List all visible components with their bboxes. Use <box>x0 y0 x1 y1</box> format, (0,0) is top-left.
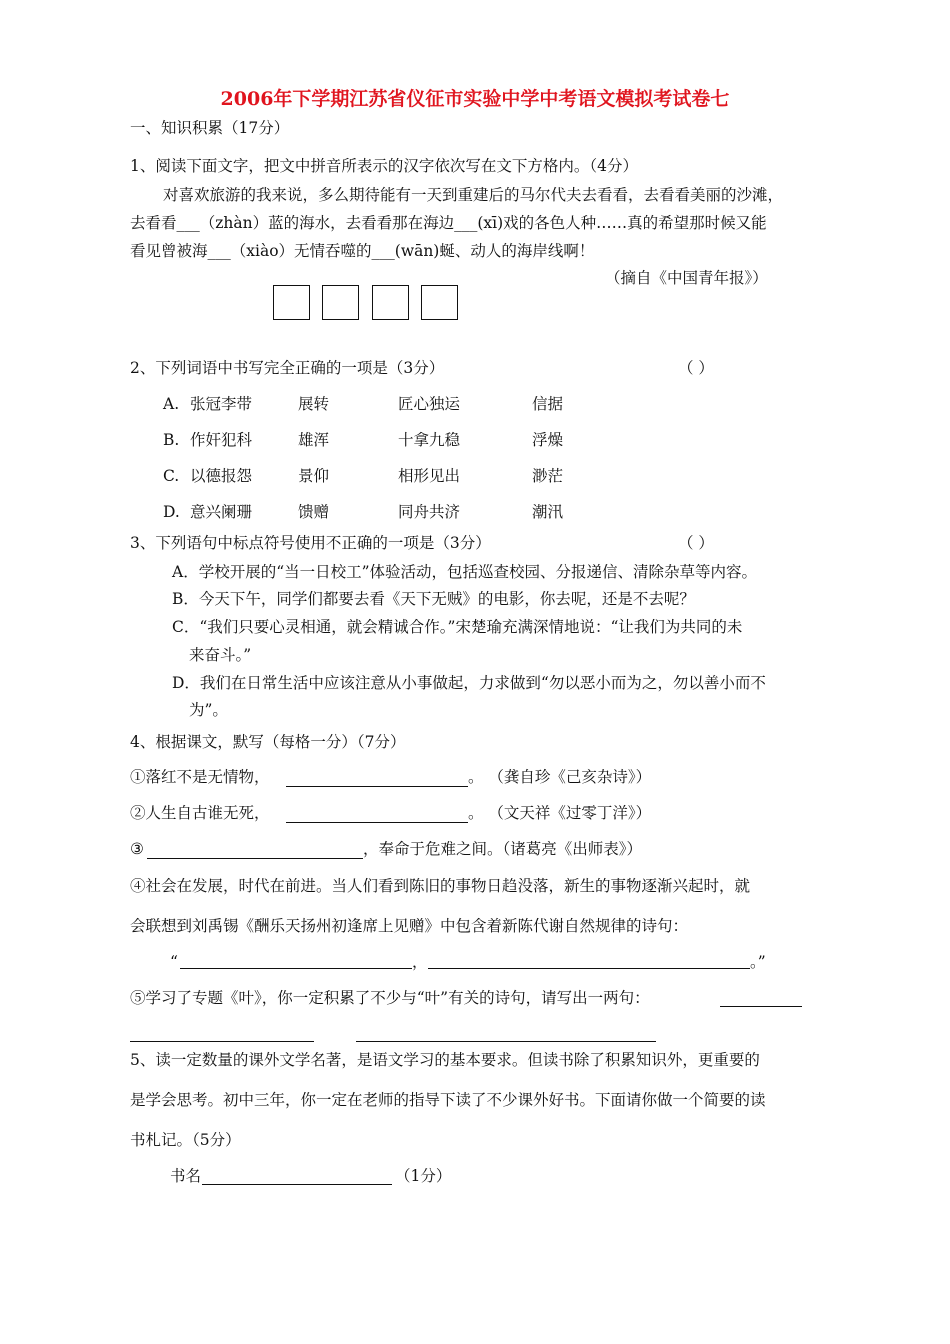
q4-item4-line1: ④社会在发展，时代在前进。当人们看到陈旧的事物日趋没落，新生的事物逐渐兴起时，就 <box>130 877 751 895</box>
q2-option-word: 十拿九稳 <box>398 431 461 449</box>
q3-option-b: B．今天下午，同学们都要去看《天下无贼》的电影，你去呢，还是不去呢？ <box>172 590 695 608</box>
q2-option-word: 相形见出 <box>398 467 461 485</box>
q2-option-word: 信据 <box>532 395 564 413</box>
page-title: 2006年下学期江苏省仪征市实验中学中考语文模拟考试卷七 <box>220 88 730 110</box>
q4-item4-line2: 会联想到刘禹锡《酬乐天扬州初逢席上见赠》中包含着新陈代谢自然规律的诗句： <box>130 917 689 935</box>
q2-option-word: 张冠李带 <box>190 395 253 413</box>
q2-option-word: 同舟共济 <box>398 503 461 521</box>
answer-box-1[interactable] <box>273 285 310 320</box>
q4-prompt: 4、根据课文，默写（每格一分）（7分） <box>130 733 406 751</box>
q1-prompt: 1、阅读下面文字，把文中拼音所表示的汉字依次写在文下方格内。（4分） <box>130 157 638 175</box>
book-name-blank[interactable] <box>202 1184 392 1185</box>
q4-item4-comma: ， <box>412 953 428 971</box>
q5-line1: 5、读一定数量的课外文学名著，是语文学习的基本要求。但读书除了积累知识外，更重要的 <box>130 1051 760 1069</box>
q4-item5-blank-3[interactable] <box>356 1041 656 1042</box>
q4-item3-num: ③ <box>130 840 144 858</box>
q4-item5-text: ⑤学习了专题《叶》，你一定积累了不少与“叶”有关的诗句，请写出一两句： <box>130 989 650 1007</box>
q4-item4-close-quote: 。” <box>750 953 766 971</box>
q5-line3: 书札记。（5分） <box>130 1131 241 1149</box>
q4-item5-blank-1[interactable] <box>720 1006 802 1007</box>
q2-option-word: 匠心独运 <box>398 395 461 413</box>
q2-option-word: 潮汛 <box>532 503 564 521</box>
q1-passage-line2: 去看看___（zhàn）蓝的海水，去看看那在海边___(xī)戏的各色人种……真的希望那时候又能 <box>130 214 767 232</box>
book-name-score: （1分） <box>395 1167 452 1185</box>
q4-item2-blank[interactable] <box>286 822 468 823</box>
q2-option-label: D. <box>163 503 180 521</box>
q2-option-word: 浮燥 <box>532 431 564 449</box>
q1-passage-line1: 对喜欢旅游的我来说，多么期待能有一天到重建后的马尔代夫去看看，去看看美丽的沙滩， <box>163 186 784 204</box>
q3-option-c-cont: 来奋斗。” <box>189 646 252 664</box>
q2-option-word: 展转 <box>298 395 330 413</box>
q2-option-word: 以德报怨 <box>190 467 253 485</box>
q2-option-label: C. <box>163 467 180 485</box>
section-heading: 一、知识积累（17分） <box>130 119 290 137</box>
q4-item4-blank-2[interactable] <box>428 968 750 969</box>
q2-prompt: 2、下列词语中书写完全正确的一项是（3分） <box>130 359 445 377</box>
q4-item2-source: 。 （文天祥《过零丁洋》） <box>468 804 652 822</box>
q2-option-word: 作奸犯科 <box>190 431 253 449</box>
q2-option-word: 意兴阑珊 <box>190 503 253 521</box>
q2-option-word: 馈赠 <box>298 503 330 521</box>
q4-item3-blank[interactable] <box>147 858 363 859</box>
q2-answer-paren[interactable]: （ ） <box>678 359 714 377</box>
answer-box-3[interactable] <box>372 285 409 320</box>
q2-option-label: B. <box>163 431 180 449</box>
answer-box-2[interactable] <box>322 285 359 320</box>
q3-answer-paren[interactable]: （ ） <box>678 534 714 552</box>
q2-option-label: A. <box>163 395 180 413</box>
q2-option-word: 雄浑 <box>298 431 330 449</box>
q3-prompt: 3、下列语句中标点符号使用不正确的一项是（3分） <box>130 534 491 552</box>
q1-passage-line3: 看见曾被海___（xiào）无情吞噬的___(wān)蜒、动人的海岸线啊！ <box>130 242 595 260</box>
q4-item1-source: 。 （龚自珍《己亥杂诗》） <box>468 768 652 786</box>
q2-option-word: 景仰 <box>298 467 330 485</box>
q3-option-c: C．“我们只要心灵相通，就会精诚合作。”宋楚瑜充满深情地说：“让我们为共同的未 <box>172 618 743 636</box>
book-name-label: 书名 <box>170 1167 202 1185</box>
q3-option-a: A．学校开展的“当一日校工”体验活动，包括巡查校园、分报递信、清除杂草等内容。 <box>172 563 758 581</box>
q4-item3-source: ，奉命于危难之间。（诸葛亮《出师表》） <box>363 840 643 858</box>
q2-option-word: 渺茫 <box>532 467 564 485</box>
answer-box-4[interactable] <box>421 285 458 320</box>
q3-option-d: D．我们在日常生活中应该注意从小事做起，力求做到“勿以恶小而为之，勿以善小而不 <box>172 674 766 692</box>
q4-item1-blank[interactable] <box>286 786 468 787</box>
q4-item5-blank-2[interactable] <box>130 1041 314 1042</box>
q1-source: （摘自《中国青年报》） <box>605 269 768 287</box>
q4-item2-text: ②人生自古谁无死， <box>130 804 270 822</box>
q4-item4-open-quote: “ <box>170 953 178 971</box>
q5-line2: 是学会思考。初中三年，你一定在老师的指导下读了不少课外好书。下面请你做一个简要的读 <box>130 1091 766 1109</box>
q3-option-d-cont: 为”。 <box>189 701 228 719</box>
q4-item4-blank-1[interactable] <box>180 968 412 969</box>
q4-item1-text: ①落红不是无情物， <box>130 768 270 786</box>
